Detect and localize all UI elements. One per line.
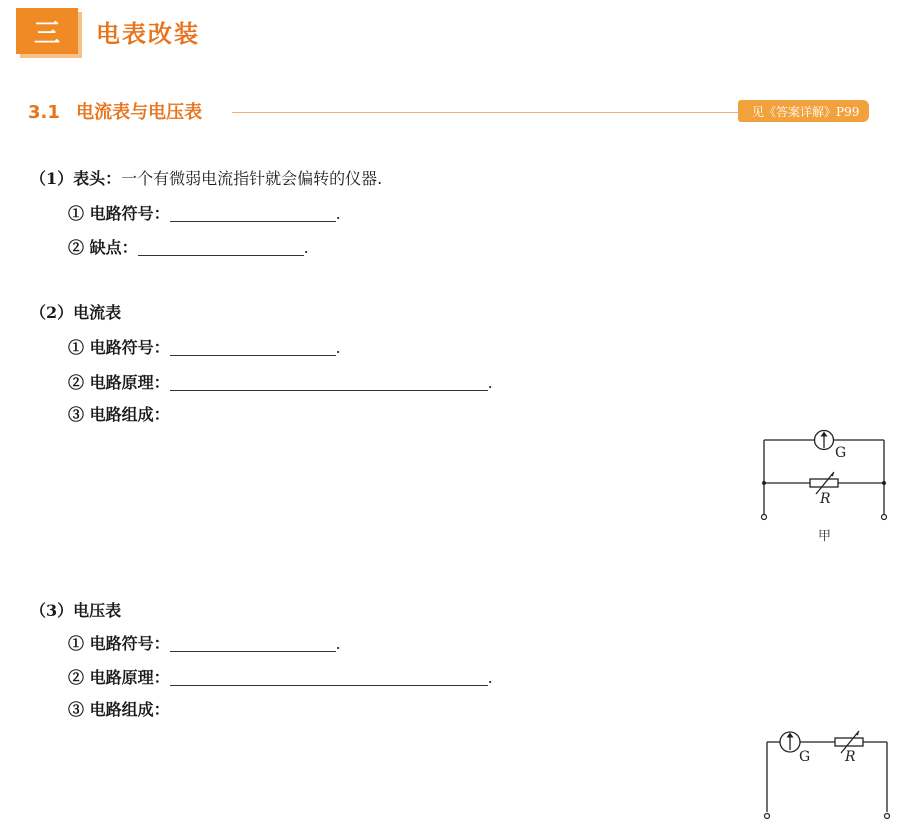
galvanometer-symbol (780, 732, 800, 752)
resistor-label: R (845, 749, 856, 765)
question-1-description: 一个有微弱电流指针就会偏转的仪器. (121, 169, 383, 188)
circuit-figure-voltmeter (755, 728, 900, 827)
question-2-item-1 (68, 335, 341, 358)
answer-blank[interactable] (170, 635, 336, 652)
item-label: ① 电路符号： (68, 338, 170, 357)
section-title: 电流表与电压表 (76, 102, 203, 123)
answer-blank[interactable] (170, 339, 336, 356)
chapter-number-badge: 三 (16, 8, 78, 54)
question-1-item-2 (68, 235, 309, 258)
section-divider (232, 112, 740, 113)
question-3-heading: （3）电压表 (30, 601, 122, 620)
galvanometer-symbol (815, 431, 834, 450)
chapter-title: 电表改装 (96, 20, 200, 48)
terminal-icon (885, 814, 890, 819)
end-mark: . (487, 373, 493, 392)
question-1-heading (30, 166, 382, 189)
circuit-figure-ammeter (752, 428, 902, 550)
end-mark: . (335, 338, 341, 357)
end-mark: . (335, 204, 341, 223)
terminal-icon (762, 515, 767, 520)
item-label: ① 电路符号： (68, 634, 170, 653)
end-mark: . (487, 668, 493, 687)
section-heading (28, 98, 202, 124)
terminal-icon (882, 515, 887, 520)
galvanometer-label: G (835, 445, 847, 461)
question-1-label: （1）表头： (30, 169, 122, 188)
section-number: 3.1 (28, 102, 60, 123)
answer-reference-badge[interactable]: 见《答案详解》P99 (738, 100, 869, 122)
answer-blank[interactable] (170, 205, 336, 222)
question-3-item-3 (68, 697, 170, 720)
item-label: ① 电路符号： (68, 204, 170, 223)
terminal-icon (765, 814, 770, 819)
question-2-item-2 (68, 370, 493, 393)
question-3-item-1 (68, 631, 341, 654)
resistor-label: R (820, 491, 831, 507)
answer-blank[interactable] (138, 239, 304, 256)
question-1-item-1 (68, 201, 341, 224)
junction-dot (882, 481, 886, 485)
question-2-heading: （2）电流表 (30, 303, 122, 322)
galvanometer-label: G (799, 749, 811, 765)
question-3-item-2 (68, 665, 493, 688)
answer-blank[interactable] (170, 669, 488, 686)
junction-dot (762, 481, 766, 485)
item-label: ② 电路原理： (68, 373, 170, 392)
figure-caption: 甲 (818, 529, 832, 544)
item-label: ② 缺点： (68, 238, 138, 257)
item-label: ③ 电路组成： (68, 405, 170, 424)
item-label: ③ 电路组成： (68, 700, 170, 719)
answer-blank[interactable] (170, 374, 488, 391)
end-mark: . (303, 238, 309, 257)
end-mark: . (335, 634, 341, 653)
question-2-item-3 (68, 402, 170, 425)
item-label: ② 电路原理： (68, 668, 170, 687)
